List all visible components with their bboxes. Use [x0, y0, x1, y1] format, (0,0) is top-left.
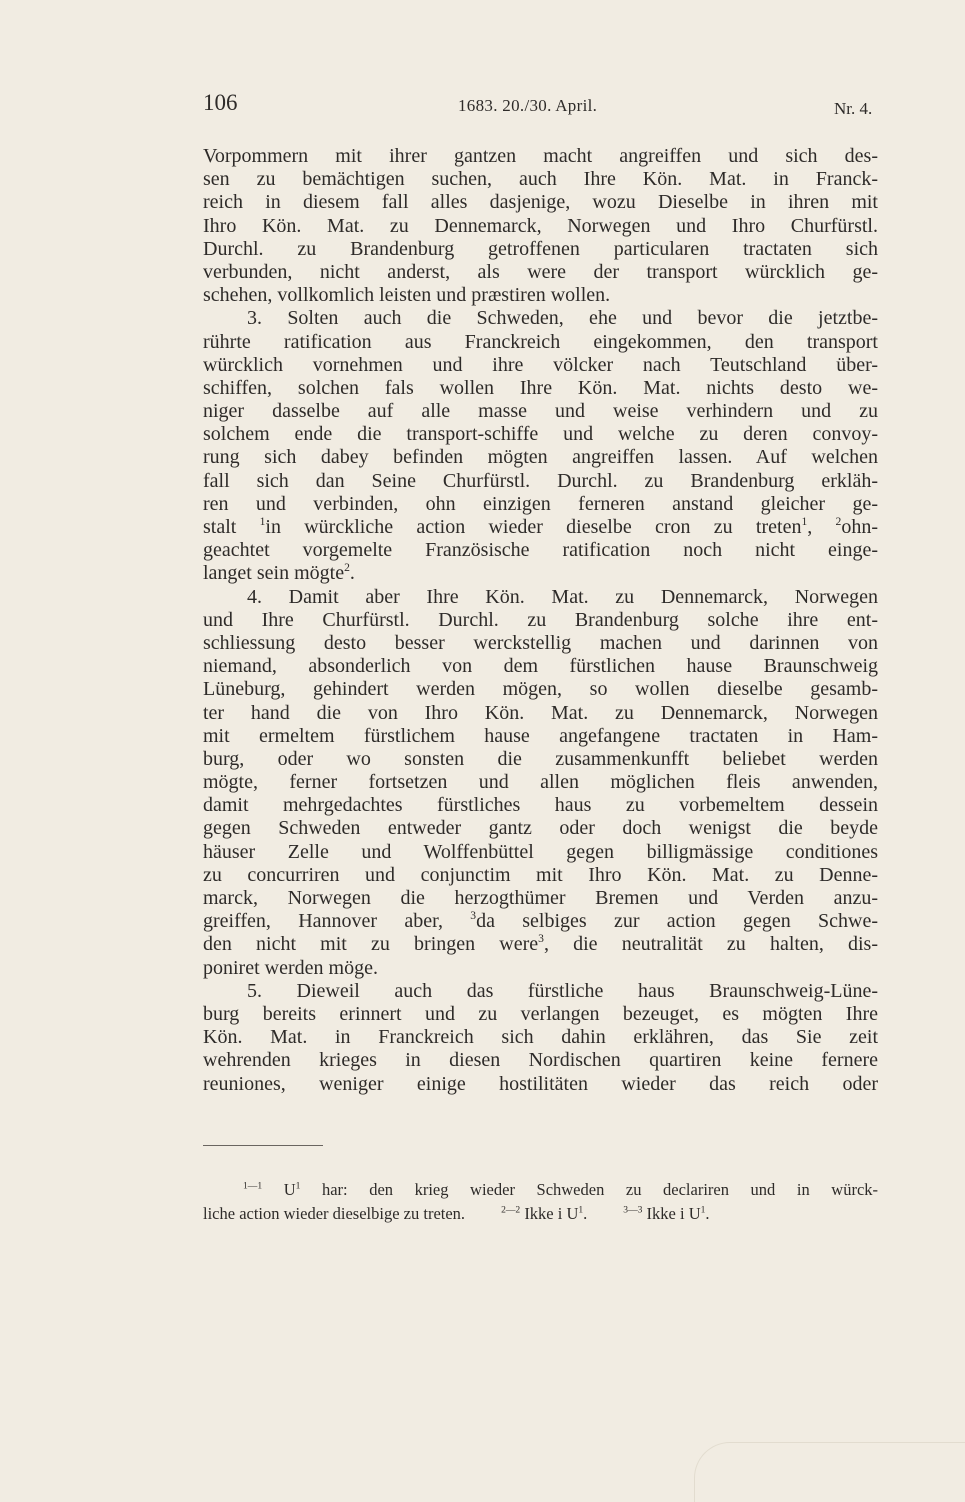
text-line: ren und verbinden, ohn einzigen ferneren anstand gleicher ge-: [203, 492, 878, 515]
footnote-text: har: den krieg wieder Schweden zu declariren und in würck-: [300, 1180, 879, 1199]
footnote-text: liche action wieder dieselbige zu treten.: [203, 1204, 466, 1223]
footnote-line: liche action wieder dieselbige zu treten. $^{2—2}$ Ikke i $U^1$. $^{3—3}$ Ikke i $U^1$.: [203, 1204, 710, 1223]
text-line: mit ermeltem fürstlichem hause angefangene tractaten in Ham-: [203, 724, 878, 747]
text-line: damit mehrgedachtes fürstliches haus zu vorbemeltem dessein: [203, 794, 878, 817]
text-line: rührte ratification aus Franckreich eingekommen, den transport: [203, 330, 878, 353]
text-line: burg, oder wo sonsten die zusammenkunfft beliebet werden: [203, 747, 878, 770]
text-line: Kön. Mat. in Franckreich sich dahin erklähren, das Sie zeit: [203, 1026, 878, 1049]
text-line: [203, 562, 878, 585]
page-corner-edge: [694, 1442, 965, 1502]
text-line: 5. Dieweil auch das fürstliche haus Braunschweig-Lüne-: [247, 979, 878, 1002]
text-line: und Ihre Churfürstl. Durchl. zu Brandenburg solche ihre ent-: [203, 608, 878, 631]
text-line: schliessung desto besser werckstellig machen und darinnen von: [203, 631, 878, 654]
text-line: Durchl. zu Brandenburg getroffenen particularen tractaten sich: [203, 237, 878, 260]
text-line: [203, 933, 878, 956]
text-line: fall sich dan Seine Churfürstl. Durchl. zu Brandenburg erkläh-: [203, 469, 878, 492]
footnote-separator: [203, 1145, 323, 1146]
text-line: Vorpommern mit ihrer gantzen macht angreiffen und sich des-: [203, 145, 878, 167]
text-line: 3. Solten auch die Schweden, ehe und bevor die jetztbe-: [247, 307, 878, 330]
text-line: sen zu bemächtigen suchen, auch Ihre Kön. Mat. in Franck-: [203, 168, 878, 191]
variant-mark: 1: [259, 514, 266, 528]
document-number: Nr. 4.: [834, 99, 873, 118]
text-line: [203, 910, 878, 933]
variant-mark: 1: [801, 514, 808, 528]
text-line: Ihro Kön. Mat. zu Dennemarck, Norwegen und Ihro Churfürstl.: [203, 214, 878, 237]
text-line: gegen Schweden entweder gantz oder doch wenigst die beyde: [203, 817, 878, 840]
page-number: 106: [203, 90, 238, 115]
line-middle: in würckliche action wieder dieselbe cron zu treten: [265, 516, 802, 538]
line-end: , die neutralität zu halten, dis-: [543, 933, 878, 956]
text-line: 4. Damit aber Ihre Kön. Mat. zu Dennemarck, Norwegen: [247, 585, 878, 608]
line-tail: ,: [807, 516, 836, 538]
text-line: verbunden, nicht anderst, als were der transport würcklich ge-: [203, 260, 878, 283]
line-start: greiffen, Hannover aber,: [203, 910, 471, 933]
running-header: [0, 90, 965, 120]
text-line: mögte, ferner fortsetzen und allen möglichen fleis anwenden,: [203, 771, 878, 794]
footnote-line: [203, 1178, 878, 1202]
text-line: zu concurriren und conjunctim mit Ihro Kön. Mat. zu Denne-: [203, 863, 878, 886]
text-line: marck, Norwegen die herzogthümer Bremen und Verden anzu-: [203, 887, 878, 909]
text-line: Lüneburg, gehindert werden mögen, so wollen dieselbe gesamb-: [203, 678, 878, 701]
text-line: schiffen, solchen fals wollen Ihre Kön. Mat. nichts desto we-: [203, 376, 878, 399]
footnotes: [203, 1178, 878, 1226]
text-line: geachtet vorgemelte Französische ratification noch nicht einge-: [203, 539, 878, 562]
line-start: stalt: [203, 516, 260, 538]
footnote-source-sup: 1: [700, 1204, 706, 1216]
text-line: rung sich dabey befinden mögten angreiffen lassen. Auf welchen: [203, 446, 878, 469]
footnote-text: Ikke i U: [520, 1204, 579, 1223]
footnote-range: 1—1: [243, 1180, 263, 1192]
variant-mark: 3: [538, 932, 544, 946]
text-line: [203, 516, 878, 539]
footnote-range: 2—2: [501, 1204, 521, 1216]
text-line: wehrenden krieges in diesen Nordischen quartiren keine fernere: [203, 1049, 878, 1072]
footnote-text: Ikke i U: [642, 1204, 701, 1223]
text-line: niger dasselbe auf alle masse und weise verhindern und zu: [203, 400, 878, 423]
variant-mark: 3: [470, 909, 477, 923]
text-line: reuniones, weniger einige hostilitäten wieder das reich oder: [203, 1072, 878, 1095]
text-line: häuser Zelle und Wolffenbüttel gegen billigmässige conditiones: [203, 840, 878, 863]
footnote-source-sup: 1: [295, 1180, 301, 1192]
footnote-source-sup: 1: [578, 1204, 584, 1216]
text-line: solchem ende die transport-schiffe und welche zu deren convoy-: [203, 423, 878, 446]
text-line: reich in diesem fall alles dasjenige, wozu Dieselbe in ihren mit: [203, 191, 878, 214]
text-line: poniret werden möge.: [203, 956, 378, 979]
variant-mark: 2: [344, 561, 350, 575]
text-line: niemand, absonderlich von dem fürstlichen hause Braunschweig: [203, 655, 878, 678]
main-text: [203, 145, 878, 1096]
variant-mark: 2: [835, 514, 842, 528]
text-line: würcklich vornehmen und ihre völcker nach Teutschland über-: [203, 353, 878, 376]
text-line: burg bereits erinnert und zu verlangen bezeuget, es mögten Ihre: [203, 1002, 878, 1025]
line-start: den nicht mit zu bringen were: [203, 933, 539, 956]
footnote-source: U: [283, 1180, 296, 1199]
text-line: ter hand die von Ihro Kön. Mat. zu Dennemarck, Norwegen: [203, 701, 878, 724]
text-line: schehen, vollkomlich leisten und præstiren wollen.: [203, 284, 611, 307]
line-start: langet sein mögte: [203, 562, 345, 585]
running-title: 1683. 20./30. April.: [458, 96, 598, 115]
line-end: da selbiges zur action gegen Schwe-: [476, 910, 878, 933]
footnote-range: 3—3: [623, 1204, 643, 1216]
line-end: ohn-: [841, 516, 879, 538]
line-end: .: [349, 562, 355, 585]
